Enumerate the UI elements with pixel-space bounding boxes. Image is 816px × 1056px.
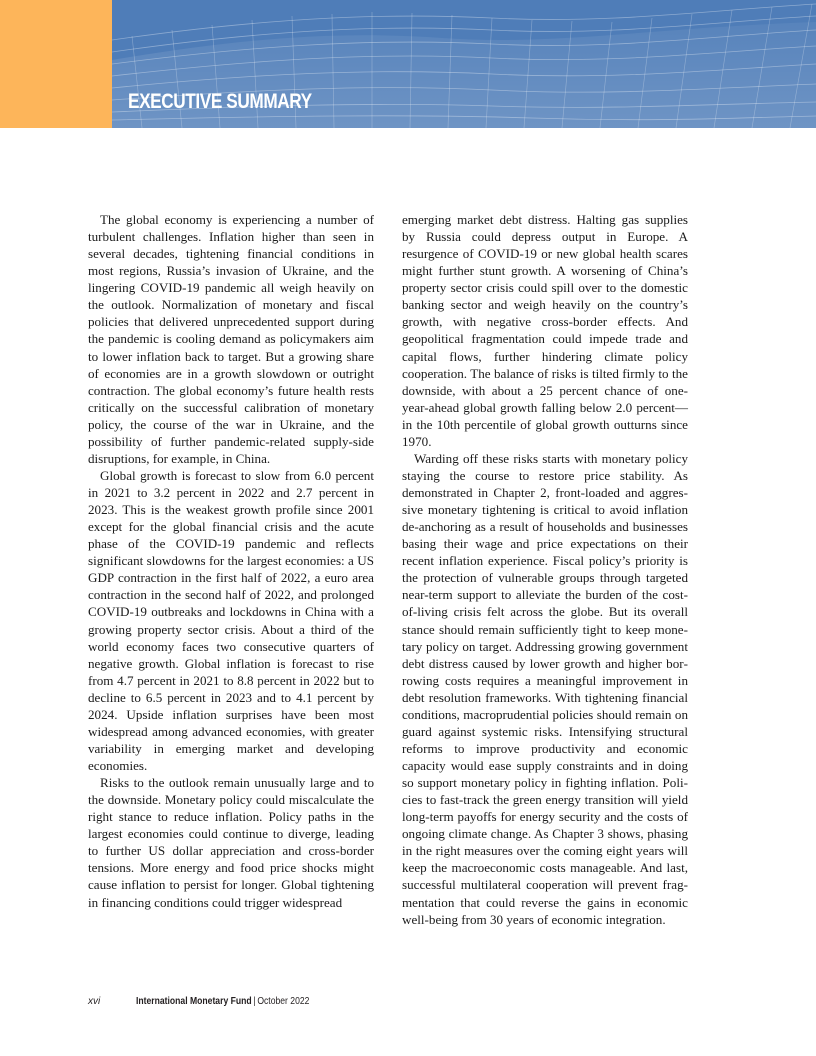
publication-date: October 2022: [257, 996, 310, 1007]
paragraph: The global economy is experiencing a number of turbulent challenges. Inflation higher than seen in several decades, tightening financial conditions in most regions, Russia’s invasion of Ukraine, and the lingering COVID-19 pandemic all weigh heavily on the outlook. Normalization of monetary and fiscal policies that delivered unprecedented support during the pandemic is cooling demand as policymakers aim to lower inflation back to target. But a growing share of economies are in a growth slowdown or outright contraction. The global economy’s future health rests critically on the successful calibration of monetary policy, the course of the war in Ukraine, and the possibility of further pandemic-related supply-side disruptions, for example, in China.: [88, 212, 374, 466]
section-title: EXECUTIVE SUMMARY: [128, 90, 312, 113]
paragraph: Global growth is forecast to slow from 6.0 percent in 2021 to 3.2 percent in 2022 and 2.7 percent in 2023. This is the weakest growth profile since 2001 except for the global financial crisis and the acute phase of the COVID-19 pandemic and reflects significant slowdowns for the largest economies: a US GDP contraction in the first half of 2022, a euro area contraction in the second half of 2022, and prolonged COVID-19 outbreaks and lockdowns in China with a growing property sector crisis. About a third of the world economy faces two consecutive quarters of negative growth. Global inflation is forecast to rise from 4.7 percent in 2021 to 8.8 percent in 2022 but to decline to 6.5 percent in 2023 and to 4.1 percent by 2024. Upside inflation surprises have been most widespread among advanced economies, with greater variability in emerging market and developing economies.: [88, 467, 374, 773]
paragraph: Warding off these risks starts with monetary policy staying the course to restore price stability. As demonstrated in Chapter 2, front-loaded and aggressive monetary tightening is critical to avoid inflation de-anchoring as a result of households and businesses basing their wage and price expectations on their recent inflation experience. Fiscal policy’s priority is the protection of vulnerable groups through targeted near-term support to alleviate the burden of the cost-of-living crisis felt across the globe. But its overall stance should remain sufficiently tight to keep monetary policy on target. Addressing growing government debt distress caused by lower growth and higher borrowing costs requires a meaningful improvement in debt resolution frameworks. With tightening financial conditions, macroprudential policies should remain on guard against systemic risks. Intensifying structural reforms to improve productivity and economic capacity would ease supply constraints and in doing so support monetary policy in fighting inflation. Policies to fast-track the green energy transition will yield long-term payoffs for energy security and the costs of ongoing climate change. As Chapter 3 shows, phasing in the right measures over the coming eight years will keep the macroeconomic costs manageable. And last, successful multilateral cooperation will prevent fragmentation that could reverse the gains in economic well-being from 30 years of economic integration.: [402, 450, 688, 927]
right-column: [402, 211, 688, 928]
footer-separator: |: [253, 996, 256, 1007]
page-footer: [88, 996, 338, 1007]
page-header: [0, 0, 816, 128]
left-column: [88, 211, 374, 911]
paragraph-continuation: emerging market debt distress. Halting gas supplies by Russia could depress output in Europe. A resurgence of COVID-19 or new global health scares might further stunt growth. A worsening of China’s property sector crisis could spill over to the domestic banking sector and weigh heavily on the country’s growth, with negative cross-border effects. And geopolitical fragmentation could impede trade and capital flows, further hindering climate policy cooperation. The balance of risks is tilted firmly to the downside, with about a 25 percent chance of one-year-ahead global growth falling below 2.0 percent—in the 10th percentile of global growth outturns since 1970.: [402, 212, 688, 449]
publisher-name: International Monetary Fund: [136, 996, 252, 1007]
publisher-line: [136, 996, 309, 1007]
paragraph: Risks to the outlook remain unusually large and to the downside. Monetary policy could miscalculate the right stance to reduce inflation. Policy paths in the largest economies could continue to diverge, leading to further US dollar appreciation and cross-border tensions. More energy and food price shocks might cause inflation to persist for longer. Global tightening in financing conditions could trigger widespread: [88, 775, 374, 910]
accent-color-block: [0, 0, 112, 128]
page-number: xvi: [88, 996, 101, 1007]
